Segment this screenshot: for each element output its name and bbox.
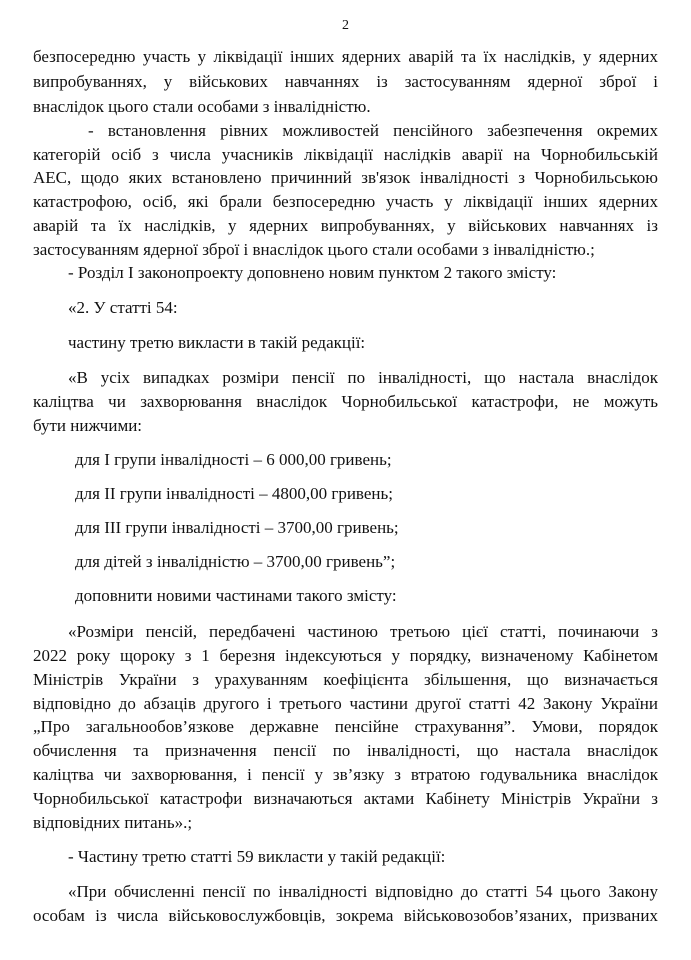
text-line: 2022 року щороку з 1 березня індексуються у порядку, визначеному Кабінетом xyxy=(33,646,658,665)
text-line: «2. У статті 54: xyxy=(68,298,178,317)
text-line: частину третю викласти в такій редакції: xyxy=(68,333,366,352)
text-line: відповідно до абзаців другого і третього частини другої статті 42 Закону України xyxy=(33,694,658,713)
text-line: категорій осіб з числа учасників ліквідації наслідків аварії на Чорнобильській xyxy=(33,145,658,164)
text-line: відповідних питань».; xyxy=(33,813,193,832)
text-line: «При обчисленні пенсії по інвалідності відповідно до статті 54 цього Закону xyxy=(68,882,658,901)
text-line: каліцтва чи захворювання, і пенсії у зв’язку з втратою годувальника внаслідок xyxy=(33,765,658,784)
text-line: внаслідок цього стали особами з інвалідністю. xyxy=(33,97,371,116)
text-line: аварій та їх наслідків, у ядерних випробуваннях, у військових навчаннях із xyxy=(33,216,658,235)
text-line: особам із числа військовослужбовців, зокрема військовозобов’язаних, призваних xyxy=(33,906,658,925)
text-line: випробуваннях, у військових навчаннях із застосуванням ядерної зброї і xyxy=(33,72,658,91)
text-line: «Розміри пенсій, передбачені частиною третьою цієї статті, починаючи з xyxy=(68,622,658,641)
text-line: для II групи інвалідності – 4800,00 гривень; xyxy=(75,484,393,503)
text-line: для дітей з інвалідністю – 3700,00 гривень”; xyxy=(75,552,396,571)
text-line: АЕС, щодо яких встановлено причинний зв'язок інвалідності з Чорнобильською xyxy=(33,168,658,187)
text-line: для III групи інвалідності – 3700,00 гривень; xyxy=(75,518,399,537)
text-line: „Про загальнообов’язкове державне пенсійне страхування”. Умови, порядок xyxy=(33,717,658,736)
text-line: для I групи інвалідності – 6 000,00 гривень; xyxy=(75,450,392,469)
text-line: бути нижчими: xyxy=(33,416,143,435)
text-line: катастрофою, осіб, які брали безпосередню участь у ліквідації інших ядерних xyxy=(33,192,658,211)
text-line: «В усіх випадках розміри пенсії по інвалідності, що настала внаслідок xyxy=(68,368,658,387)
page-number: 2 xyxy=(342,18,349,33)
text-line: доповнити новими частинами такого змісту: xyxy=(75,586,397,605)
text-line: - Частину третю статті 59 викласти у такій редакції: xyxy=(68,847,446,866)
text-line: каліцтва чи захворювання внаслідок Чорнобильської катастрофи, не можуть xyxy=(33,392,658,411)
text-line: Чорнобильської катастрофи визначаються актами Кабінету Міністрів України з xyxy=(33,789,658,808)
text-line: - Розділ І законопроекту доповнено новим пунктом 2 такого змісту: xyxy=(68,263,557,282)
text-line: безпосередню участь у ліквідації інших ядерних аварій та їх наслідків, у ядерних xyxy=(33,47,658,66)
text-line: застосуванням ядерної зброї і внаслідок цього стали особами з інвалідністю.; xyxy=(33,240,595,259)
text-line: - встановлення рівних можливостей пенсійного забезпечення окремих xyxy=(88,121,658,140)
text-line: обчислення та призначення пенсії по інвалідності, що настала внаслідок xyxy=(33,741,658,760)
text-line: Міністрів України з урахуванням коефіцієнта збільшення, що визначається xyxy=(33,670,658,689)
